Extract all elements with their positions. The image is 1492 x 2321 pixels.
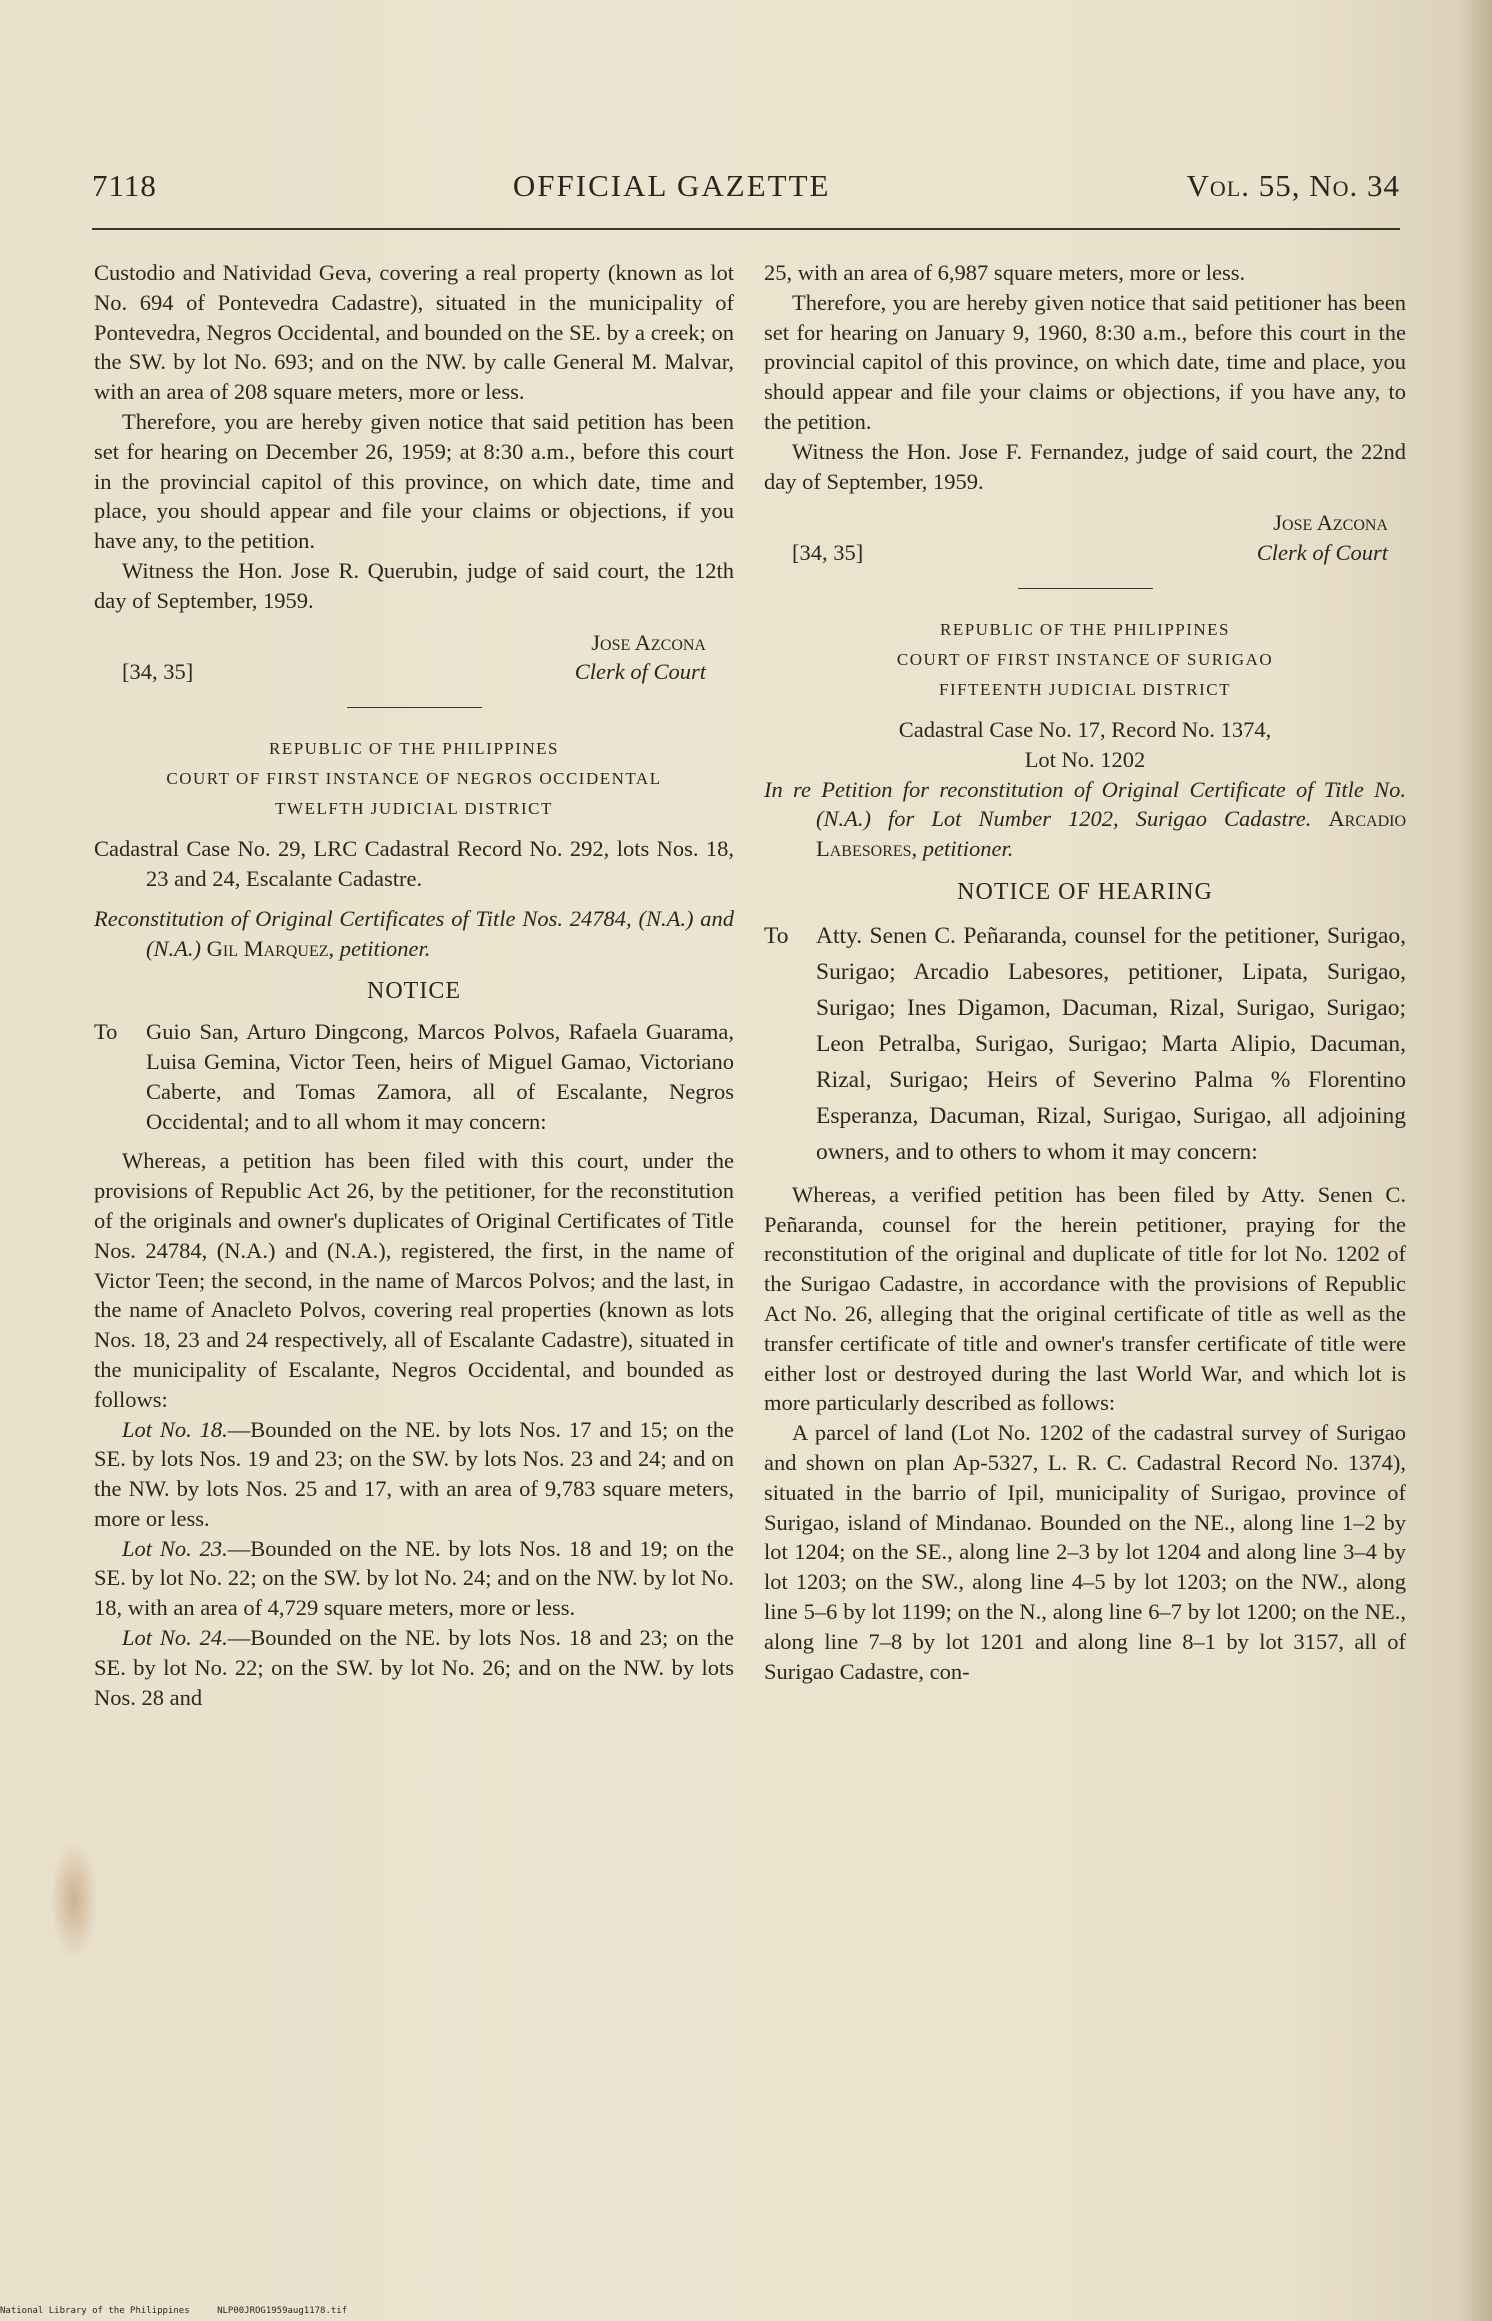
paragraph: Therefore, you are hereby given notice that said petition has been set for hearing on December 26, 1959; at 8:30 a.m., before this court in the provincial capitol of this province, on which date, time and place, you should appear and file your claims or objections, if you have any, to the petition. [94, 408, 734, 554]
lot-description [94, 1534, 734, 1623]
addressees: Atty. Senen C. Peñaranda, counsel for the petitioner, Surigao, Surigao; Arcadio Labesores, petitioner, Lipata, Surigao, Surigao; Ines Digamon, Dacuman, Rizal, Surigao, Surigao; Leon Petralba, Surigao, Surigao; Marta Alipio, Dacuman, Rizal, Surigao; Heirs of Severino Palma % Florentino Esperanza, Dacuman, Rizal, Surigao, Surigao, all adjoining owners, and to others to whom it may concern: [816, 922, 1406, 1165]
caption-italic: In re Petition for reconstitution of Original Certificate of Title No. (N.A.) for Lot Number 1202, Surigao Cadastre. [764, 776, 1406, 832]
volume-number: Vol. 55, No. 34 [1186, 168, 1400, 203]
book-spine-shadow [1458, 0, 1492, 2321]
left-column [94, 258, 734, 1712]
section-divider [1018, 588, 1153, 589]
paragraph: Witness the Hon. Jose R. Querubin, judge of said court, the 12th day of September, 1959. [94, 557, 734, 613]
caption-italic: Reconstitution of Original Certificates of Title Nos. 24784, (N.A.) and (N.A.) [94, 905, 734, 961]
petitioner-role: petitioner. [339, 935, 431, 961]
case-line: Cadastral Case No. 17, Record No. 1374, [898, 716, 1272, 742]
paragraph: A parcel of land (Lot No. 1202 of the cadastral survey of Surigao and shown on plan Ap-5327, L. R. C. Cadastral Record No. 1374), situated in the barrio of Ipil, municipality of Surigao, province of Surigao, island of Mindanao. Bounded on the NE., along line 1–2 by lot 1204; on the SE., along line 2–3 by lot 1204 and along line 3–4 by lot 1203; on the SW., along line 4–5 by lot 1203; on the NW., along line 5–6 by lot 1199; on the N., along line 6–7 by lot 1200; on the NE., along line 7–8 by lot 1201 and along line 8–1 by lot 3157, all of Surigao Cadastre, con- [764, 1420, 1406, 1684]
lot-text: —Bounded on the NE. by lots Nos. 18 and 19; on the SE. by lot No. 22; on the SW. by lot No. 24; and on the NW. by lot No. 18, with an area of 4,729 square meters, more or less. [94, 1535, 734, 1621]
court-line: TWELFTH JUDICIAL DISTRICT [275, 799, 553, 819]
court-heading [764, 615, 1406, 705]
scan-filename: NLP00JROG1959aug1178.tif [217, 2306, 348, 2316]
petitioner-name: Arcadio Labesores, [816, 806, 1407, 862]
lot-label: Lot No. 24. [122, 1625, 228, 1651]
lot-description [94, 1415, 734, 1534]
addressees: Guio San, Arturo Dingcong, Marcos Polvos, Rafaela Guarama, Luisa Gemina, Victor Teen, heirs of Miguel Gamao, Victoriano Caberte, and Tomas Zamora, all of Escalante, Negros Occidental; and to all whom it may concern: [146, 1019, 734, 1134]
case-line: Lot No. 1202 [1024, 746, 1146, 772]
addressee-block [94, 1017, 734, 1136]
paragraph: Witness the Hon. Jose F. Fernandez, judge of said court, the 22nd day of September, 1959. [764, 438, 1406, 494]
court-heading [94, 734, 734, 824]
right-column [764, 258, 1406, 1686]
addressee-block [764, 918, 1406, 1170]
lot-text: —Bounded on the NE. by lots Nos. 17 and 15; on the SE. by lots Nos. 19 and 23; on the SW. by lots Nos. 23 and 24; and on the NW. by lots Nos. 25 and 17, with an area of 9,783 square meters, more or less. [94, 1416, 734, 1531]
to-label: To [94, 1019, 118, 1045]
court-line: REPUBLIC OF THE PHILIPPINES [268, 739, 560, 759]
scan-footer [0, 2306, 369, 2316]
court-line: COURT OF FIRST INSTANCE OF SURIGAO [896, 649, 1274, 669]
case-caption [764, 775, 1406, 864]
case-caption [94, 904, 734, 964]
lot-label: Lot No. 23. [122, 1535, 228, 1561]
issue-reference: [34, 35] [122, 659, 194, 685]
petitioner-name: Gil Marquez, [206, 935, 335, 961]
paragraph: Therefore, you are hereby given notice that said petitioner has been set for hearing on January 9, 1960, 8:30 a.m., before this court in the provincial capitol of this province, on which date, time and place, you should appear and file your claims or objections, if you have any, to the petition. [764, 289, 1406, 434]
clerk-title: Clerk of Court [1256, 540, 1388, 566]
issue-reference: [34, 35] [792, 540, 864, 566]
library-credit: National Library of the Philippines [0, 2306, 190, 2316]
notice-title: NOTICE OF HEARING [957, 878, 1213, 905]
notice-title: NOTICE [367, 978, 461, 1005]
lot-text: —Bounded on the NE. by lots Nos. 18 and 23; on the SE. by lot No. 22; on the SW. by lot No. 26; and on the NW. by lots Nos. 28 and [94, 1625, 734, 1710]
section-divider [347, 707, 482, 708]
paragraph: Custodio and Natividad Geva, covering a real property (known as lot No. 694 of Pontevedra Cadastre), situated in the municipality of Pontevedra, Negros Occidental, and bounded on the SE. by a creek; on the SW. by lot No. 693; and on the NW. by calle General M. Malvar, with an area of 208 square meters, more or less. [94, 260, 734, 405]
publication-title: OFFICIAL GAZETTE [512, 168, 831, 203]
paragraph: Whereas, a petition has been filed with this court, under the provisions of Republic Act 26, by the petitioner, for the reconstitution of the originals and owner's duplicates of Original Certificates of Title Nos. 24784, (N.A.) and (N.A.), registered, the first, in the name of Victor Teen; the second, in the name of Marcos Polvos; and the last, in the name of Anacleto Polvos, covering real properties (known as lots Nos. 18, 23 and 24 respectively, all of Escalante Cadastre), situated in the municipality of Escalante, Negros Occidental, and bounded as follows: [94, 1148, 734, 1412]
court-line: FIFTEENTH JUDICIAL DISTRICT [938, 679, 1232, 699]
lot-label: Lot No. 18. [122, 1416, 228, 1442]
lot-description [94, 1623, 734, 1712]
clerk-title: Clerk of Court [574, 659, 706, 685]
court-line: REPUBLIC OF THE PHILIPPINES [939, 619, 1231, 639]
petitioner-role: petitioner. [922, 836, 1014, 862]
signature-block [764, 508, 1406, 568]
paragraph: 25, with an area of 6,987 square meters, more or less. [764, 260, 1246, 285]
paragraph: Whereas, a verified petition has been filed by Atty. Senen C. Peñaranda, counsel for the herein petitioner, praying for the reconstitution of the original and duplicate of title for lot No. 1202 of the Surigao Cadastre, in accordance with the provisions of Republic Act No. 26, alleging that the original certificate of title as well as the transfer certificate of title and owner's transfer certificate of title were either lost or destroyed during the last World War, and which lot is more particularly described as follows: [764, 1181, 1406, 1416]
case-title [764, 715, 1406, 775]
header-rule [92, 228, 1400, 230]
court-line: COURT OF FIRST INSTANCE OF NEGROS OCCIDENTAL [166, 769, 662, 789]
case-title: Cadastral Case No. 29, LRC Cadastral Record No. 292, lots Nos. 18, 23 and 24, Escalante Cadastre. [94, 836, 734, 891]
paper-stain [50, 1840, 98, 1960]
to-label: To [764, 922, 789, 949]
page-header [92, 168, 1400, 216]
clerk-name: Jose Azcona [1273, 510, 1388, 536]
clerk-name: Jose Azcona [591, 629, 706, 655]
page-number: 7118 [92, 168, 157, 203]
signature-block [94, 628, 734, 688]
